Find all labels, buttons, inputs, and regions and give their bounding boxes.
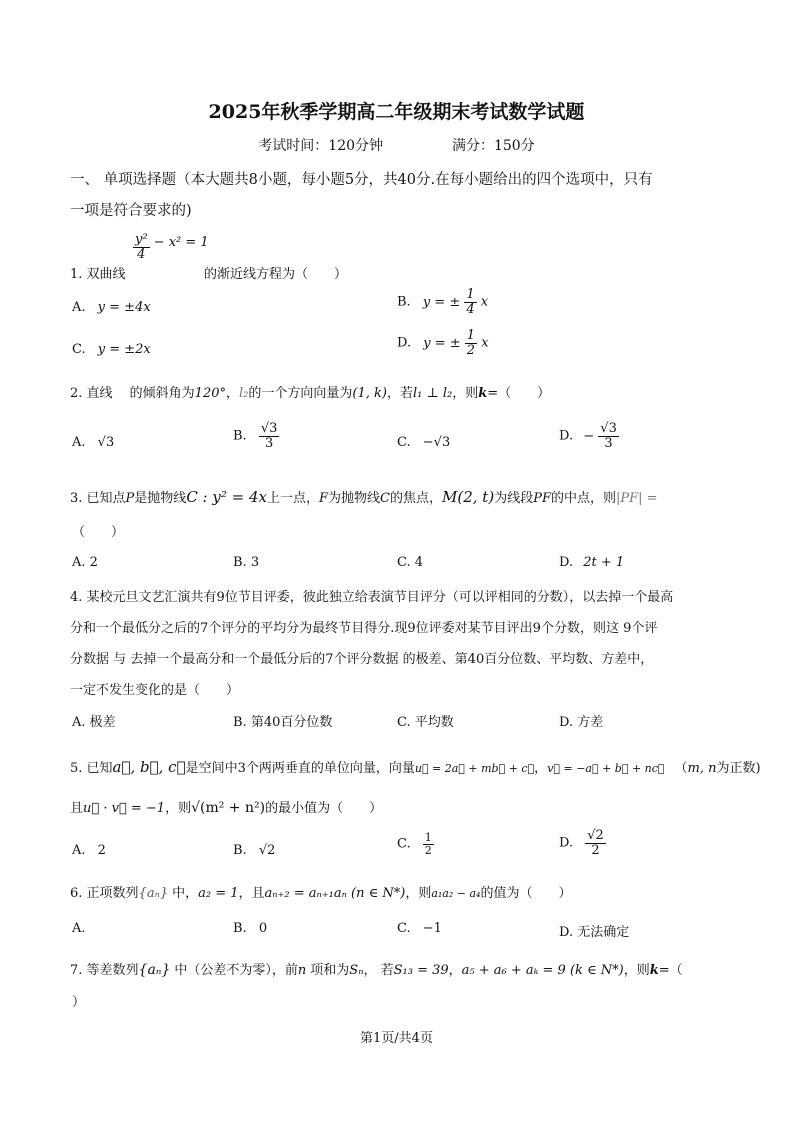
- q1-option-b-prefix: y = ±: [422, 294, 461, 310]
- q2-text-d: ，若: [386, 386, 413, 401]
- q2-direction-vector: (1, k): [352, 386, 387, 401]
- question-1: [70, 230, 126, 282]
- q2-option-d: [559, 422, 619, 450]
- q3-paren: （ ）: [72, 525, 125, 540]
- q2-option-d-den: 3: [604, 435, 613, 451]
- q1-option-b-num: 1: [466, 287, 475, 302]
- q1-option-b: [397, 288, 488, 316]
- q2-option-b-den: 3: [264, 435, 274, 451]
- q2-option-b-fraction: [259, 422, 280, 450]
- q2-option-a-value: √3: [97, 435, 115, 450]
- q3-text-d: 为抛物线: [328, 491, 381, 506]
- exam-score: 满分：150分: [451, 138, 535, 154]
- q2-l2: l₂: [239, 386, 249, 401]
- q7-S13: S₁₃ = 39: [393, 963, 449, 978]
- q2-option-b-num: √3: [260, 421, 278, 436]
- q3-option-d-label: D.: [559, 555, 574, 570]
- q3-F: F: [319, 491, 329, 506]
- exam-info: [0, 135, 793, 155]
- q2-angle: 120°: [194, 386, 226, 401]
- section-heading-line2: 一项是符合要求的): [70, 203, 192, 219]
- q6-expression: a₁a₂ − a₄: [431, 887, 481, 900]
- q1-option-c-label: C.: [72, 342, 86, 357]
- q5-text-a: 5. 已知: [70, 761, 113, 776]
- q5-text-b: 是空间中3个两两垂直的单位向量，向量: [185, 761, 415, 776]
- q6-option-c-label: C.: [397, 921, 411, 936]
- question-7: [70, 959, 683, 978]
- q5-mn: m, n: [687, 761, 717, 776]
- q2-option-b: [233, 422, 279, 450]
- q1-frac-den: 4: [137, 246, 146, 262]
- q7-n: n: [297, 963, 307, 978]
- q5-option-a-value: 2: [97, 843, 106, 858]
- q1-option-b-fraction: [464, 288, 476, 316]
- q5-text-e: 且: [70, 801, 84, 816]
- q1-option-d-prefix: y = ±: [423, 335, 461, 351]
- q4-line2: 分和一个最低分之后的7个评分的平均分为最终节目得分.现9位评委对某节目评出9个分数，则这 9个评: [70, 621, 658, 636]
- q7-text-d: ， 若: [363, 963, 394, 978]
- q6-text-d: ，则: [405, 886, 432, 901]
- q3-option-a: A. 2: [72, 555, 98, 570]
- q1-option-d: [397, 329, 489, 357]
- q7-text-a: 7. 等差数列: [70, 963, 139, 978]
- q5-option-a-label: A.: [72, 843, 86, 858]
- q2-option-c: [397, 435, 450, 450]
- q5-option-d-den: 2: [591, 842, 600, 858]
- q3-text-a: 3. 已知点: [70, 491, 126, 506]
- q3-text-f: 为线段: [494, 491, 534, 506]
- q2-option-a: [72, 435, 114, 450]
- q6-option-b: [233, 921, 267, 936]
- q2-option-c-value: −√3: [422, 435, 451, 450]
- q6-option-c-value: −1: [422, 921, 442, 936]
- q1-option-b-label: B.: [397, 294, 411, 310]
- q3-text-e: 的焦点，: [390, 491, 443, 506]
- q7-k: k: [649, 963, 659, 978]
- section-heading-line1: 一、 单项选择题（本大题共8小题，每小题5分，共40分.在每小题给出的四个选项中，只有: [70, 172, 653, 188]
- q1-text: 的渐近线方程为（ ）: [204, 267, 348, 282]
- q1-eq-rest: − x² = 1: [153, 235, 209, 250]
- q4-option-d: D. 方差: [559, 715, 604, 730]
- q5-text-d: 为正数): [716, 761, 761, 776]
- q1-option-b-suffix: x: [480, 294, 489, 310]
- q2-option-a-label: A.: [72, 435, 86, 450]
- q5-v: v⃗ = −a⃗ + b⃗ + nc⃗: [547, 762, 665, 775]
- q2-k: k: [478, 386, 488, 401]
- q7-text-e: ，: [448, 963, 462, 978]
- q6-text-c: ，且: [238, 886, 265, 901]
- q1-option-a: [72, 300, 151, 315]
- question-3: [70, 487, 658, 506]
- q5-option-c-den: 2: [424, 843, 432, 857]
- q5-option-a: [72, 843, 106, 858]
- q3-PF: PF: [533, 491, 551, 506]
- q6-text-e: 的值为（ ）: [480, 886, 572, 901]
- question-5-line2: [70, 797, 382, 816]
- q2-option-b-label: B.: [233, 428, 247, 444]
- q1-option-d-num: 1: [466, 328, 476, 343]
- q6-option-c: [397, 921, 442, 936]
- q5-sep: ，: [534, 761, 548, 776]
- q1-option-d-fraction: [465, 329, 477, 357]
- q6-option-b-label: B.: [233, 921, 247, 936]
- exam-time: 考试时间：120分钟: [258, 138, 384, 154]
- q5-option-c-label: C.: [397, 836, 411, 852]
- q5-option-b: [233, 843, 275, 858]
- question-6: [70, 882, 571, 901]
- q1-option-a-value: y = ±4x: [97, 300, 151, 315]
- q1-option-a-label: A.: [72, 300, 86, 315]
- q3-option-c: C. 4: [397, 555, 424, 570]
- q2-text-a: 2. 直线 的倾斜角为: [70, 386, 195, 401]
- q1-equation: [133, 233, 209, 261]
- q7-text-c: 项和为: [310, 963, 350, 978]
- q2-text-b: ，: [226, 386, 240, 401]
- q4-option-a: A. 极差: [72, 715, 116, 730]
- q4-option-b: B. 第40百分位数: [233, 715, 333, 730]
- q1-option-d-den: 2: [466, 342, 476, 358]
- q4-line3: 分数据 与 去掉一个最高分和一个最低分后的7个评分数据 的极差、第40百分位数、平均数、方差中，: [70, 652, 654, 667]
- q2-text-f: =（ ）: [487, 386, 551, 401]
- q3-abs: |PF| =: [616, 491, 658, 506]
- q4-line4: 一定不发生变化的是（ ）: [70, 683, 240, 698]
- q7-Sn: Sₙ: [349, 963, 364, 978]
- q7-text-g: =（: [658, 963, 683, 978]
- q3-option-d-value: 2t + 1: [583, 555, 625, 570]
- q1-option-d-suffix: x: [481, 335, 489, 351]
- q3-text-b: 是抛物线: [134, 491, 187, 506]
- q3-curve: C : y² = 4x: [186, 488, 267, 506]
- q5-option-c: [397, 832, 434, 856]
- q5-option-d-label: D.: [559, 835, 574, 851]
- q1-frac-num: y²: [135, 232, 148, 247]
- q1-option-b-den: 4: [466, 301, 475, 317]
- q5-vectors: a⃗, b⃗, c⃗: [112, 758, 186, 776]
- q2-text-e: ，则: [452, 386, 479, 401]
- q1-option-c: [72, 342, 151, 357]
- q5-root: √(m² + n²): [191, 800, 266, 816]
- q2-option-d-prefix: −: [583, 428, 595, 444]
- q5-u: u⃗ = 2a⃗ + mb⃗ + c⃗: [414, 762, 535, 775]
- q5-text-c: （: [674, 761, 688, 776]
- q5-text-g: 的最小值为（ ）: [265, 801, 383, 816]
- q7-sequence: {aₙ}: [138, 962, 171, 978]
- q3-text-c: 上一点，: [266, 491, 319, 506]
- q5-uv: u⃗ · v⃗ = −1: [83, 801, 166, 816]
- q6-text-b: 中，: [172, 886, 199, 901]
- q5-option-b-label: B.: [233, 843, 247, 858]
- q3-option-b: B. 3: [233, 555, 260, 570]
- q6-sequence: {aₙ}: [138, 886, 169, 901]
- q7-condition: a₅ + a₆ + aₖ = 9 (k ∈ N*): [461, 963, 624, 978]
- q7-text-b: 中（公差不为零），前: [174, 963, 298, 978]
- question-5-line1: [70, 757, 761, 776]
- q4-line1: 4. 某校元旦文艺汇演共有9位节目评委，彼此独立给表演节目评分（可以评相同的分数），以去掉一个最高: [70, 590, 674, 605]
- q3-C: C: [380, 491, 390, 506]
- q5-option-b-value: √2: [258, 843, 276, 858]
- q3-P: P: [125, 491, 135, 506]
- page-number: 第1页/共4页: [360, 1031, 433, 1046]
- q2-option-d-num: √3: [600, 421, 617, 436]
- q1-num: 1. 双曲线: [70, 267, 126, 282]
- q5-option-d-fraction: [585, 829, 606, 857]
- q2-perpendicular: l₁ ⊥ l₂: [412, 386, 453, 401]
- q7-text-f: ，则: [623, 963, 650, 978]
- q1-option-d-label: D.: [397, 335, 412, 351]
- q2-text-c: 的一个方向向量为: [248, 386, 353, 401]
- q6-option-a: A.: [72, 921, 86, 936]
- q6-recurrence: aₙ₊₂ = aₙ₊₁aₙ (n ∈ N*): [264, 886, 406, 901]
- q2-option-d-label: D.: [559, 428, 574, 444]
- q6-option-d: D. 无法确定: [559, 925, 630, 940]
- q5-option-d: [559, 829, 606, 857]
- q5-text-f: ，则: [165, 801, 192, 816]
- q3-M: M(2, t): [442, 488, 495, 506]
- q2-option-d-fraction: [598, 422, 619, 450]
- q6-text-a: 6. 正项数列: [70, 886, 139, 901]
- q5-option-d-num: √2: [587, 828, 604, 843]
- page-title: 2025年秋季学期高二年级期末考试数学试题: [208, 101, 585, 123]
- question-2: [70, 382, 550, 401]
- q4-option-c: C. 平均数: [397, 715, 454, 730]
- q5-option-c-num: 1: [424, 831, 432, 844]
- q2-option-c-label: C.: [397, 435, 411, 450]
- q5-option-c-fraction: [423, 832, 434, 856]
- q1-fraction: [133, 233, 150, 261]
- q6-a2: a₂ = 1: [198, 886, 239, 901]
- q7-line2: ）: [72, 995, 86, 1010]
- q6-option-b-value: 0: [258, 921, 268, 936]
- q3-option-d: [559, 555, 624, 570]
- q3-text-g: 的中点，则: [550, 491, 616, 506]
- q1-option-c-value: y = ±2x: [97, 342, 151, 357]
